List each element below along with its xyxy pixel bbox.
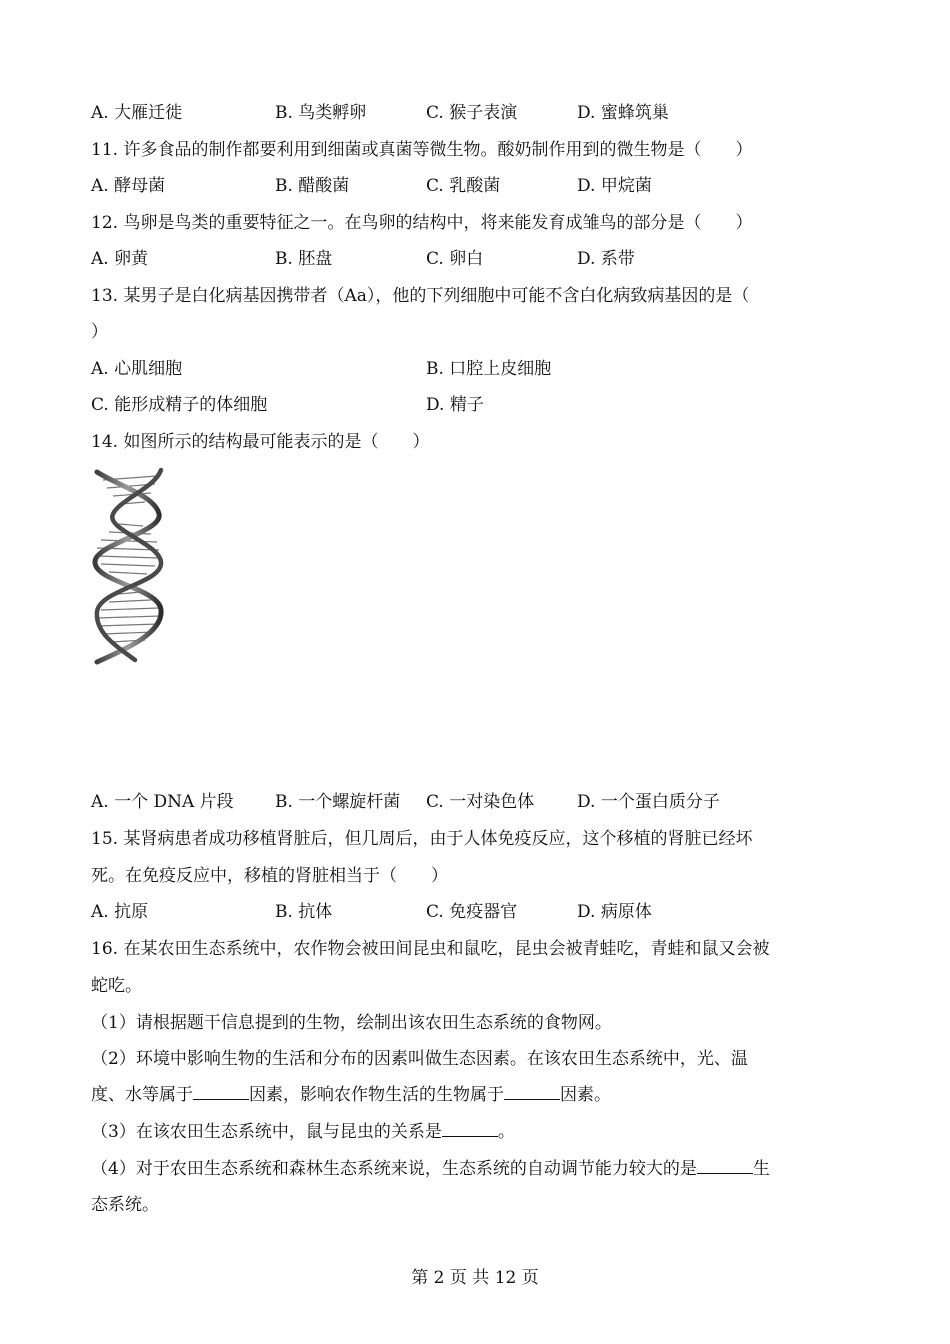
q16-sub2-line2 bbox=[91, 1084, 611, 1106]
q16-question-line1: 16. 在某农田生态系统中，农作物会被田间昆虫和鼠吃，昆虫会被青蛙吃，青蛙和鼠又会被 bbox=[91, 939, 770, 959]
q11-option-b[interactable]: B. 醋酸菌 bbox=[275, 176, 350, 196]
q16-sub2-text-c: 因素。 bbox=[560, 1085, 611, 1105]
q11-option-d[interactable]: D. 甲烷菌 bbox=[577, 176, 652, 196]
q13-option-b[interactable]: B. 口腔上皮细胞 bbox=[426, 359, 552, 379]
q13-option-d[interactable]: D. 精子 bbox=[426, 395, 484, 415]
q10-option-a[interactable]: A. 大雁迁徙 bbox=[91, 103, 183, 123]
q14-option-d[interactable]: D. 一个蛋白质分子 bbox=[577, 792, 720, 812]
q15-option-b[interactable]: B. 抗体 bbox=[275, 902, 333, 922]
q16-sub1: （1）请根据题干信息提到的生物，绘制出该农田生态系统的食物网。 bbox=[91, 1013, 612, 1033]
q12-option-d[interactable]: D. 系带 bbox=[577, 249, 635, 269]
q11-option-c[interactable]: C. 乳酸菌 bbox=[426, 176, 501, 196]
q15-question-line2: 死。在免疫反应中，移植的肾脏相当于（ ） bbox=[91, 866, 448, 886]
q15-option-d[interactable]: D. 病原体 bbox=[577, 902, 652, 922]
q11-option-a[interactable]: A. 酵母菌 bbox=[91, 176, 166, 196]
q14-option-b[interactable]: B. 一个螺旋杆菌 bbox=[275, 792, 401, 812]
q16-sub3-text-a: （3）在该农田生态系统中，鼠与昆虫的关系是 bbox=[91, 1122, 442, 1142]
q16-question-line2: 蛇吃。 bbox=[91, 976, 142, 996]
q11-question: 11. 许多食品的制作都要利用到细菌或真菌等微生物。酸奶制作用到的微生物是（ ） bbox=[91, 140, 753, 160]
q16-sub4-line1 bbox=[91, 1158, 770, 1180]
q15-question-line1: 15. 某肾病患者成功移植肾脏后，但几周后，由于人体免疫反应，这个移植的肾脏已经坏 bbox=[91, 829, 753, 849]
q15-option-a[interactable]: A. 抗原 bbox=[91, 902, 149, 922]
q12-option-a[interactable]: A. 卵黄 bbox=[91, 249, 149, 269]
q10-option-b[interactable]: B. 鸟类孵卵 bbox=[275, 103, 367, 123]
dna-double-helix-image bbox=[89, 466, 169, 666]
q14-option-c[interactable]: C. 一对染色体 bbox=[426, 792, 535, 812]
q14-question: 14. 如图所示的结构最可能表示的是（ ） bbox=[91, 432, 430, 452]
q16-sub4-text-b: 生 bbox=[752, 1159, 770, 1179]
q16-sub3 bbox=[91, 1121, 515, 1143]
q16-sub2-text-b: 因素，影响农作物生活的生物属于 bbox=[249, 1085, 504, 1105]
q12-question: 12. 鸟卵是鸟类的重要特征之一。在鸟卵的结构中，将来能发育成雏鸟的部分是（ ） bbox=[91, 213, 753, 233]
q13-option-a[interactable]: A. 心肌细胞 bbox=[91, 359, 183, 379]
q13-question-line1: 13. 某男子是白化病基因携带者（Aa），他的下列细胞中可能不含白化病致病基因的是（ bbox=[91, 286, 750, 306]
q13-question-line2: ） bbox=[91, 322, 108, 342]
q16-sub2-line1: （2）环境中影响生物的生活和分布的因素叫做生态因素。在该农田生态系统中，光、温 bbox=[91, 1049, 748, 1069]
q14-option-a[interactable]: A. 一个 DNA 片段 bbox=[91, 792, 234, 812]
q16-sub3-text-b: 。 bbox=[497, 1122, 515, 1142]
q12-option-b[interactable]: B. 胚盘 bbox=[275, 249, 333, 269]
q15-option-c[interactable]: C. 免疫器官 bbox=[426, 902, 518, 922]
answer-blank[interactable] bbox=[193, 1085, 249, 1100]
answer-blank[interactable] bbox=[442, 1122, 498, 1137]
answer-blank[interactable] bbox=[697, 1159, 753, 1174]
q10-option-c[interactable]: C. 猴子表演 bbox=[426, 103, 518, 123]
answer-blank[interactable] bbox=[504, 1085, 560, 1100]
page-number-footer: 第 2 页 共 12 页 bbox=[411, 1268, 539, 1288]
q10-option-d[interactable]: D. 蜜蜂筑巢 bbox=[577, 103, 669, 123]
q13-option-c[interactable]: C. 能形成精子的体细胞 bbox=[91, 395, 268, 415]
q12-option-c[interactable]: C. 卵白 bbox=[426, 249, 484, 269]
q16-sub2-text-a: 度、水等属于 bbox=[91, 1085, 193, 1105]
q16-sub4-line2: 态系统。 bbox=[91, 1195, 159, 1215]
q16-sub4-text-a: （4）对于农田生态系统和森林生态系统来说，生态系统的自动调节能力较大的是 bbox=[91, 1159, 697, 1179]
